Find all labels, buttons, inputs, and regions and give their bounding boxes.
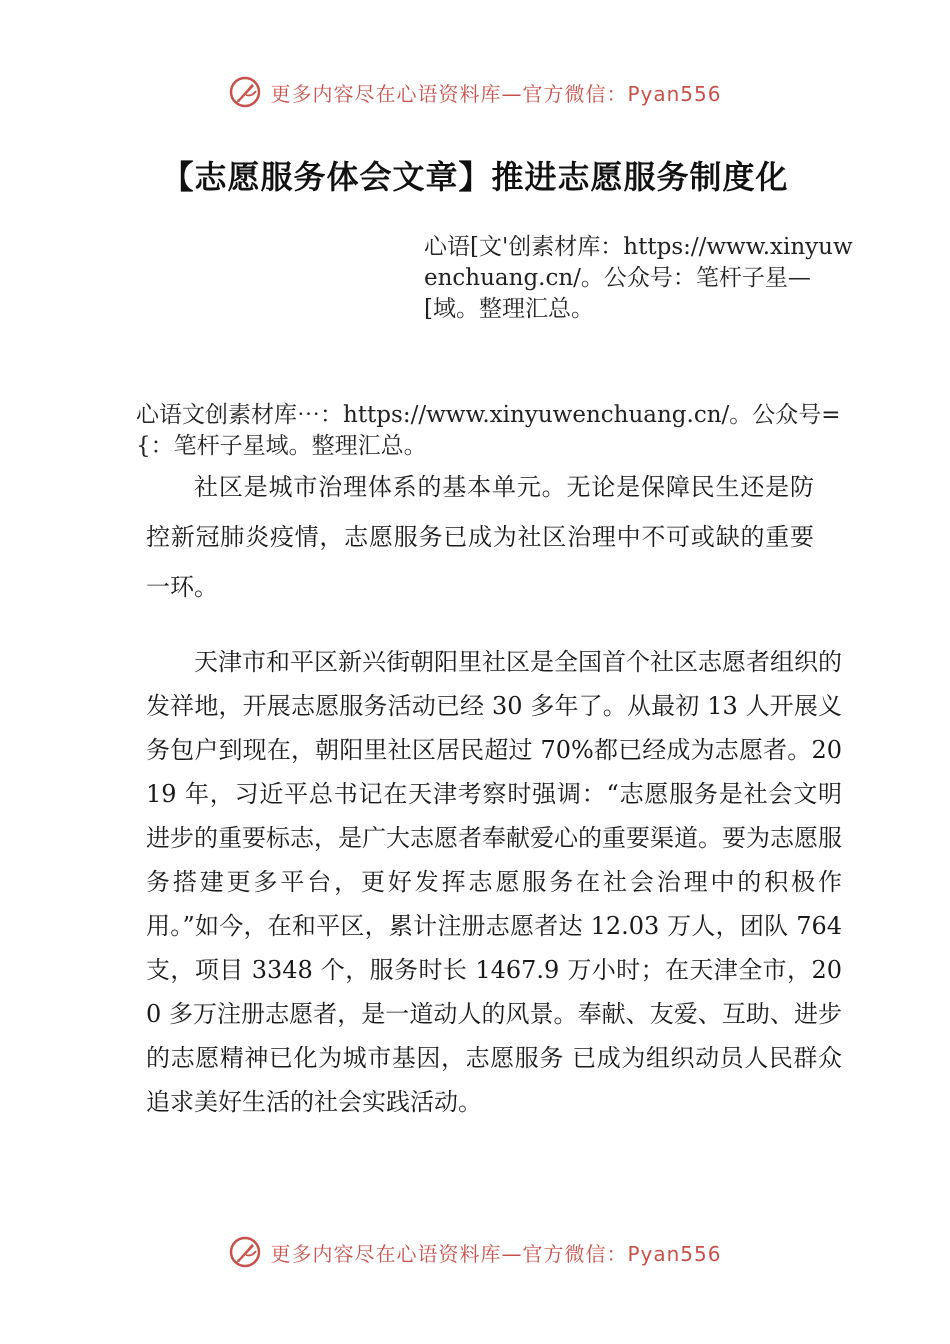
- source-note-right: 心语[文'创素材库：https://www.xinyuwenchuang.cn/。公众号：笔杆子星—[域。整理汇总。: [424, 234, 853, 322]
- quill-pen-logo-icon: [228, 1235, 262, 1269]
- watermark-text: 更多内容尽在心语资料库—官方微信：Pyan556: [270, 1241, 722, 1266]
- body-paragraph: 社区是城市治理体系的基本单元。无论是保障民生还是防控新冠肺炎疫情，志愿服务已成为社区治理中不可或缺的重要一环。: [146, 473, 814, 601]
- watermark-text: 更多内容尽在心语资料库—官方微信：Pyan556: [270, 81, 722, 106]
- source-note-left: 心语文创素材库⋯：https://www.xinyuwenchuang.cn/。公众号={：笔杆子星域。整理汇总。: [136, 402, 841, 459]
- page-title: 【志愿服务体会文章】推进志愿服务制度化: [161, 158, 789, 196]
- quill-pen-logo-icon: [228, 75, 262, 109]
- body-paragraph: 天津市和平区新兴街朝阳里社区是全国首个社区志愿者组织的发祥地，开展志愿服务活动已经 30 多年了。从最初 13 人开展义务包户到现在，朝阳里社区居民超过 70%都已经成为志愿者。2019 年，习近平总书记在天津考察时强调：“志愿服务是社会文明进步的重要标志，是广大志愿者奉献爱心的重要渠道。要为志愿服务搭建更多平台，更好发挥志愿服务在社会治理中的积极作用。”如今，在和平区，累计注册志愿者达 12.03 万人，团队 764 支，项目 3348 个，服务时长 1467.9 万小时；在天津全市，200 多万注册志愿者，是一道动人的风景。奉献、友爱、互助、进步的志愿精神已化为城市基因，志愿服务 已成为组织动员人民群众追求美好生活的社会实践活动。: [146, 648, 842, 1116]
- watermark-banner-bottom: [0, 1232, 950, 1272]
- watermark-banner-top: [0, 72, 950, 112]
